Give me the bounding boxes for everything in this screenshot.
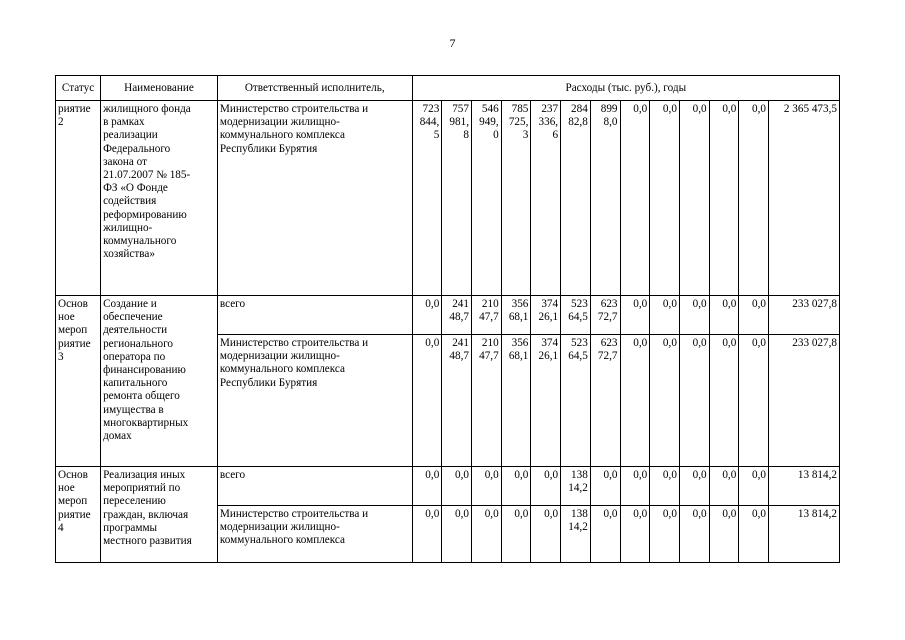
year-value-cell — [412, 335, 442, 467]
year-value: 523 64,5 — [568, 298, 588, 324]
executor-cell: Министерство строительства и модернизации жилищно- коммунального комплекса Республики Бурятия — [217, 101, 412, 296]
total-value: 233 027,8 — [792, 298, 837, 310]
year-value-cell — [412, 506, 442, 563]
name-cell: Создание и обеспечение деятельности регионального оператора по финансированию капитального ремонта общего имущества в многоквартирных домах — [101, 296, 218, 467]
year-value: 0,0 — [692, 469, 707, 481]
name-cell: Реализация иных мероприятий по переселению граждан, включая программы местного развития — [101, 467, 218, 563]
year-value: 0,0 — [633, 298, 648, 310]
year-value-cell — [501, 101, 531, 296]
year-value-cell — [650, 467, 680, 506]
year-value-cell — [561, 506, 591, 563]
year-value: 138 14,2 — [568, 469, 588, 495]
year-value: 0,0 — [484, 469, 499, 481]
year-value: 546 949, 0 — [479, 103, 499, 142]
header-name: Наименование — [101, 76, 218, 101]
year-value: 785 725, 3 — [508, 103, 529, 142]
year-value-cell — [739, 296, 769, 335]
year-value: 210 47,7 — [479, 298, 499, 324]
year-value-cell — [679, 506, 709, 563]
header-expenses: Расходы (тыс. руб.), годы — [412, 76, 839, 101]
year-value: 0,0 — [722, 508, 737, 520]
year-value: 0,0 — [603, 508, 618, 520]
year-value-cell — [590, 296, 620, 335]
year-value-cell — [561, 296, 591, 335]
year-value-cell — [561, 467, 591, 506]
header-executor: Ответственный исполнитель, — [217, 76, 412, 101]
year-value-cell — [501, 335, 531, 467]
year-value: 0,0 — [425, 337, 440, 349]
year-value-cell — [709, 335, 739, 467]
year-value-cell — [531, 101, 561, 296]
year-value: 0,0 — [425, 508, 440, 520]
year-value: 0,0 — [484, 508, 499, 520]
year-value: 284 82,8 — [568, 103, 588, 129]
year-value: 0,0 — [722, 103, 737, 115]
table-body — [56, 101, 840, 563]
year-value-cell — [531, 335, 561, 467]
year-value: 0,0 — [633, 469, 648, 481]
year-value: 0,0 — [603, 469, 618, 481]
year-value-cell — [620, 506, 650, 563]
year-value: 0,0 — [722, 337, 737, 349]
year-value: 374 26,1 — [538, 298, 559, 324]
year-value-cell — [412, 101, 442, 296]
year-value-cell — [471, 335, 501, 467]
year-value-cell — [739, 467, 769, 506]
total-cell — [769, 467, 840, 506]
year-value-cell — [412, 467, 442, 506]
year-value-cell — [590, 506, 620, 563]
year-value: 0,0 — [662, 103, 677, 115]
year-value: 723 844, 5 — [419, 103, 440, 142]
year-value-cell — [561, 335, 591, 467]
total-value: 13 814,2 — [797, 469, 837, 481]
year-value-cell — [442, 467, 472, 506]
year-value: 237 336, 6 — [538, 103, 559, 142]
year-value-cell — [620, 101, 650, 296]
year-value-cell — [442, 296, 472, 335]
page-number: 7 — [449, 36, 456, 50]
year-value-cell — [620, 467, 650, 506]
year-value: 623 72,7 — [597, 337, 618, 363]
executor-cell: Министерство строительства и модернизации жилищно- коммунального комплекса — [217, 506, 412, 563]
year-value: 0,0 — [633, 103, 648, 115]
year-value: 0,0 — [633, 337, 648, 349]
year-value: 0,0 — [722, 469, 737, 481]
year-value: 0,0 — [514, 508, 529, 520]
year-value: 241 48,7 — [449, 337, 469, 363]
year-value-cell — [531, 296, 561, 335]
year-value: 0,0 — [752, 337, 767, 349]
year-value-cell — [590, 467, 620, 506]
status-cell: Основ ное мероп риятие 4 — [56, 467, 101, 563]
year-value: 0,0 — [752, 103, 767, 115]
year-value-cell — [531, 506, 561, 563]
total-cell — [769, 296, 840, 335]
year-value-cell — [679, 467, 709, 506]
executor-cell: всего — [217, 296, 412, 335]
year-value-cell — [412, 296, 442, 335]
year-value-cell — [620, 335, 650, 467]
year-value-cell — [679, 335, 709, 467]
year-value-cell — [442, 335, 472, 467]
total-cell — [769, 101, 840, 296]
year-value-cell — [561, 101, 591, 296]
status-cell: Основ ное мероп риятие 3 — [56, 296, 101, 467]
year-value-cell — [620, 296, 650, 335]
year-value-cell — [501, 296, 531, 335]
year-value-cell — [650, 506, 680, 563]
year-value-cell — [650, 101, 680, 296]
year-value-cell — [442, 101, 472, 296]
total-cell — [769, 335, 840, 467]
year-value-cell — [501, 467, 531, 506]
year-value: 0,0 — [662, 508, 677, 520]
year-value-cell — [501, 506, 531, 563]
year-value: 0,0 — [455, 469, 469, 481]
total-value: 13 814,2 — [797, 508, 837, 520]
year-value-cell — [442, 506, 472, 563]
year-value: 374 26,1 — [538, 337, 559, 363]
year-value: 899 8,0 — [600, 103, 618, 129]
total-value: 233 027,8 — [792, 337, 837, 349]
year-value: 0,0 — [722, 298, 737, 310]
executor-cell: всего — [217, 467, 412, 506]
year-value: 0,0 — [692, 298, 707, 310]
name-cell: жилищного фонда в рамках реализации Федерального закона от 21.07.2007 № 185- ФЗ «О Фонде содействия реформированию жилищно- коммунального хозяйства» — [101, 101, 218, 296]
year-value-cell — [590, 101, 620, 296]
year-value-cell — [471, 506, 501, 563]
year-value: 241 48,7 — [449, 298, 469, 324]
year-value: 356 68,1 — [508, 298, 529, 324]
year-value: 0,0 — [752, 298, 767, 310]
total-value: 2 365 473,5 — [783, 103, 837, 115]
year-value: 0,0 — [752, 469, 767, 481]
year-value-cell — [709, 101, 739, 296]
year-value-cell — [471, 296, 501, 335]
year-value-cell — [650, 335, 680, 467]
total-cell — [769, 506, 840, 563]
year-value-cell — [739, 335, 769, 467]
year-value: 210 47,7 — [479, 337, 499, 363]
year-value-cell — [709, 506, 739, 563]
year-value-cell — [709, 467, 739, 506]
year-value-cell — [471, 467, 501, 506]
executor-cell: Министерство строительства и модернизации жилищно- коммунального комплекса Республики Бурятия — [217, 335, 412, 467]
year-value: 0,0 — [514, 469, 529, 481]
table-row — [56, 296, 840, 335]
year-value: 757 981, 8 — [449, 103, 469, 142]
year-value-cell — [709, 296, 739, 335]
year-value: 0,0 — [544, 469, 559, 481]
year-value-cell — [471, 101, 501, 296]
year-value-cell — [679, 101, 709, 296]
table-row — [56, 467, 840, 506]
year-value: 0,0 — [662, 337, 677, 349]
table-header-row — [56, 76, 840, 101]
year-value: 0,0 — [692, 508, 707, 520]
year-value: 0,0 — [633, 508, 648, 520]
year-value: 0,0 — [544, 508, 559, 520]
year-value: 0,0 — [752, 508, 767, 520]
year-value: 0,0 — [455, 508, 469, 520]
year-value: 0,0 — [662, 469, 677, 481]
table-row — [56, 101, 840, 296]
year-value: 0,0 — [662, 298, 677, 310]
year-value: 523 64,5 — [568, 337, 588, 363]
year-value-cell — [650, 296, 680, 335]
year-value: 623 72,7 — [597, 298, 618, 324]
status-cell: риятие 2 — [56, 101, 101, 296]
header-status: Статус — [56, 76, 101, 101]
year-value: 138 14,2 — [568, 508, 588, 534]
year-value-cell — [531, 467, 561, 506]
year-value: 0,0 — [425, 469, 440, 481]
year-value-cell — [590, 335, 620, 467]
year-value: 0,0 — [692, 337, 707, 349]
year-value: 0,0 — [425, 298, 440, 310]
year-value: 0,0 — [692, 103, 707, 115]
expenses-table — [55, 75, 840, 563]
year-value-cell — [739, 506, 769, 563]
year-value: 356 68,1 — [508, 337, 529, 363]
year-value-cell — [679, 296, 709, 335]
year-value-cell — [739, 101, 769, 296]
